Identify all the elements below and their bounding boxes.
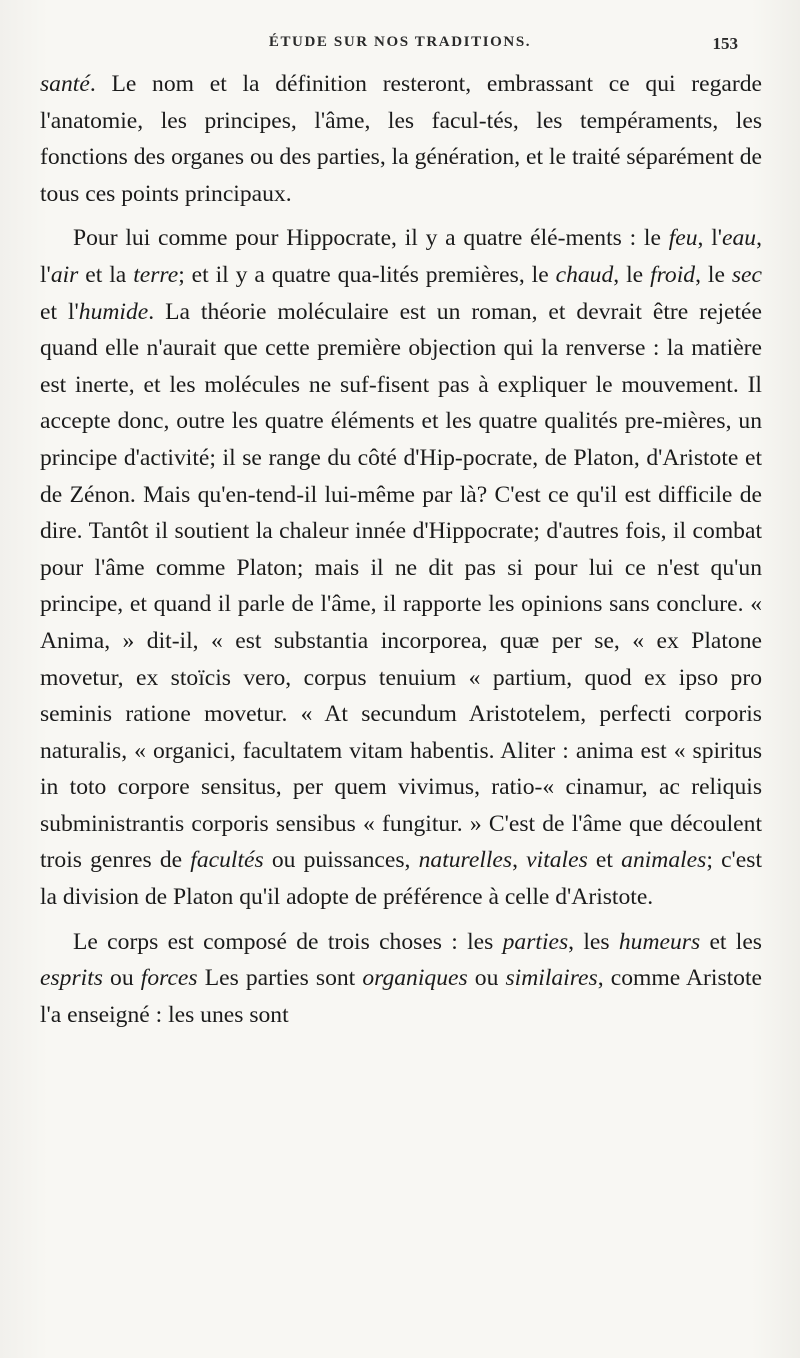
page-header <box>0 34 800 58</box>
italic-text: parties <box>502 928 569 955</box>
paragraph <box>40 66 762 212</box>
text-run: ; c'est la division de Platon qu'il adopte de préférence à celle d'Aristote. <box>40 847 762 911</box>
italic-text: santé <box>40 71 90 97</box>
italic-text: organiques <box>362 965 468 992</box>
text-run: Pour lui comme pour Hippocrate, il y a quatre élé-ments : le <box>73 225 669 252</box>
italic-text: humeurs <box>618 928 701 955</box>
italic-text: vitales <box>526 847 588 874</box>
text-run: ou <box>102 965 141 992</box>
text-run: , <box>512 847 527 874</box>
italic-text: eau <box>722 225 757 252</box>
text-run: Les parties sont <box>197 965 363 992</box>
text-run: , l' <box>697 225 723 252</box>
text-run: ; et il y a quatre qua-lités premières, le <box>178 261 556 288</box>
text-run: , comme Aristote l'a enseigné : les unes sont <box>40 965 762 1028</box>
paragraph <box>40 220 762 915</box>
text-run: et la <box>78 261 134 288</box>
italic-text: chaud <box>555 261 614 288</box>
italic-text: naturelles <box>418 847 513 874</box>
text-run: . Le nom et la définition resteront, embrassant ce qui regarde l'anatomie, les principes, l'âme, les facul-tés, les tempéraments, les fonctions des organes ou des parties, la génération, et le traité séparément de tous ces points principaux. <box>40 71 762 207</box>
text-run: et <box>587 847 622 874</box>
text-run: Le corps est composé de trois choses : les <box>73 928 503 955</box>
text-run: , le <box>613 261 651 288</box>
italic-text: feu <box>668 225 698 252</box>
text-run: , le <box>695 261 732 288</box>
running-head: ÉTUDE SUR NOS TRADITIONS. <box>268 34 532 50</box>
italic-text: sec <box>731 261 762 288</box>
italic-text: air <box>50 261 79 288</box>
text-run: ou <box>467 965 506 992</box>
body-text <box>40 66 762 1041</box>
italic-text: facultés <box>190 847 264 874</box>
italic-text: froid <box>650 261 696 288</box>
italic-text: terre <box>133 261 179 288</box>
text-run: et les <box>700 928 762 955</box>
text-run: et l' <box>40 298 79 325</box>
italic-text: esprits <box>40 965 103 992</box>
italic-text: similaires <box>505 965 598 992</box>
page-number: 153 <box>712 34 738 53</box>
text-run: ou puissances, <box>263 847 419 874</box>
paragraph <box>40 924 762 1034</box>
text-run: , l' <box>40 225 762 288</box>
text-run: , les <box>568 928 619 955</box>
italic-text: forces <box>140 965 198 992</box>
italic-text: humide <box>78 298 149 325</box>
text-run: . La théorie moléculaire est un roman, et devrait être rejetée quand elle n'aurait que cette première objection qui la renverse : la matière est inerte, et les molécules ne suf-fisent pas à expliquer le mouvement. Il accepte donc, outre les quatre éléments et les quatre qualités pre-mières, un principe d'activité; il se range du côté d'Hip-pocrate, de Platon, d'Aristote et de Zénon. Mais qu'en-tend-il lui-même par là? C'est ce qu'il est difficile de dire. Tantôt il soutient la chaleur innée d'Hippocrate; d'autres fois, il combat pour l'âme comme Platon; mais il ne dit pas si pour lui ce n'est qu'un principe, et quand il parle de l'âme, il rapporte les opinions sans conclure. « Anima, » dit-il, « est substantia incorporea, quæ per se, « ex Platone movetur, ex stoïcis vero, corpus tenuium « partium, quod ex ipso pro seminis ratione movetur. « At secundum Aristotelem, perfecti corporis naturalis, « organici, facultatem vitam habentis. Aliter : anima est « spiritus in toto corpore sensitus, per quem vivimus, ratio-« cinamur, ac reliquis subministrantis corporis sensibus « fungitur. » C'est de l'âme que découlent trois genres de <box>40 298 762 874</box>
italic-text: animales <box>621 847 707 874</box>
